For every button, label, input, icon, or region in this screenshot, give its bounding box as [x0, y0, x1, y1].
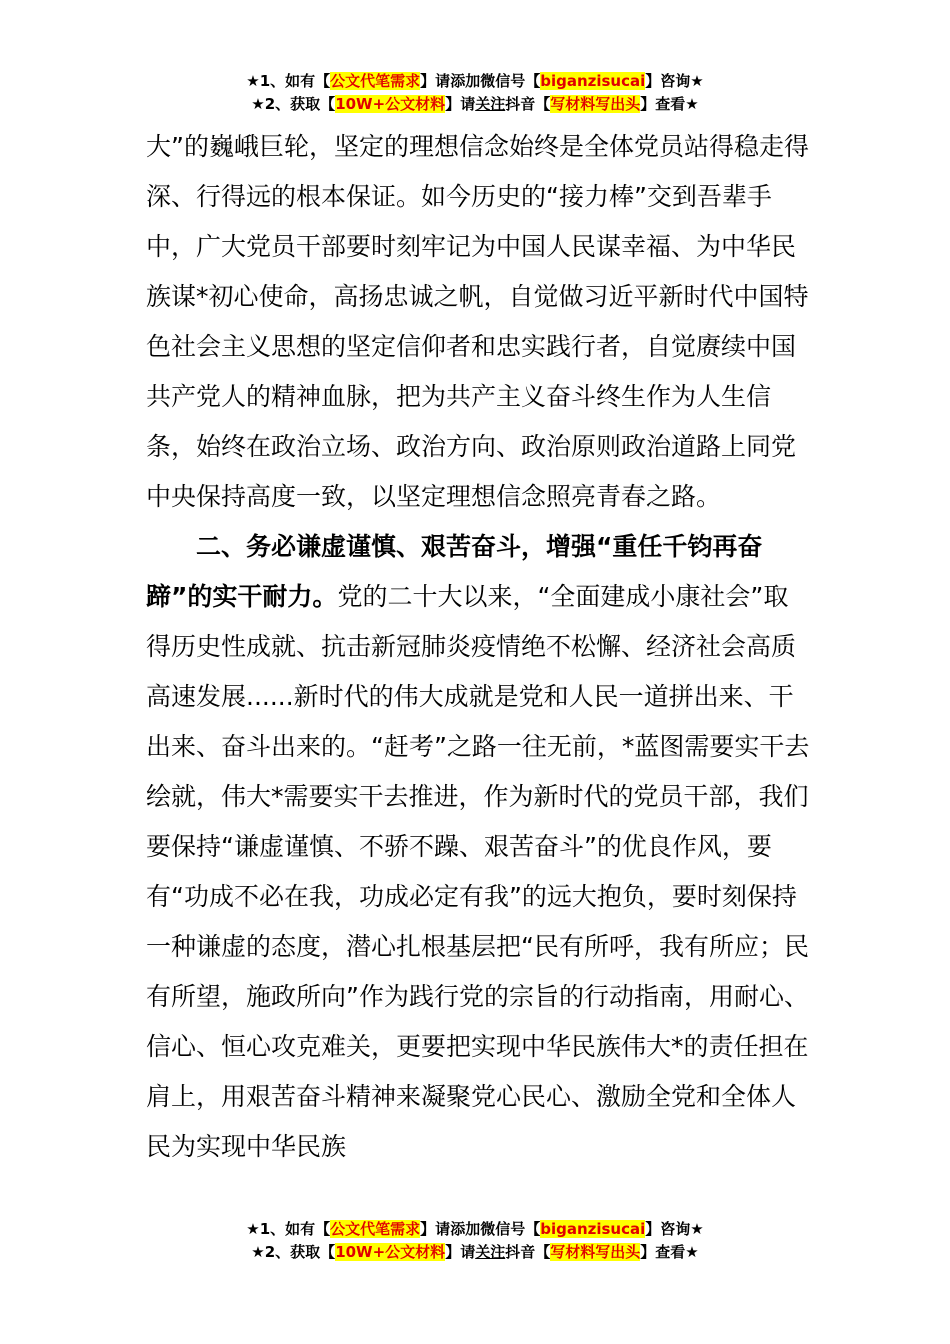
banner-emphasis: 添加 [450, 1220, 481, 1238]
banner-text: 抖音【 [505, 1243, 551, 1261]
banner-line-1 [0, 70, 950, 93]
banner-text: 微信号【 [480, 1220, 541, 1238]
banner-emphasis: 添加 [450, 72, 481, 90]
paragraph-2 [146, 522, 810, 1172]
banner-line-1 [0, 1218, 950, 1241]
banner-text: 】咨询★ [645, 1220, 704, 1238]
highlight-wechat-id: biganzisucai [540, 1220, 646, 1238]
banner-text: 】查看★ [640, 95, 699, 113]
document-body [146, 122, 810, 1172]
banner-text: ★2、获取【 [251, 1243, 336, 1261]
banner-text: 】请 [420, 1220, 451, 1238]
banner-text: ★1、如有【 [246, 1220, 331, 1238]
highlight-douyin-id: 写材料写出头 [550, 1243, 641, 1261]
banner-text: 抖音【 [505, 95, 551, 113]
banner-line-2 [0, 93, 950, 116]
banner-text: ★1、如有【 [246, 72, 331, 90]
banner-text: 】咨询★ [645, 72, 704, 90]
banner-line-2 [0, 1241, 950, 1264]
banner-text: 微信号【 [480, 72, 541, 90]
banner-text: 】请 [445, 1243, 476, 1261]
banner-text: 】请 [420, 72, 451, 90]
footer-banner [0, 1218, 950, 1264]
banner-emphasis: 关注 [475, 1243, 506, 1261]
highlight-douyin-id: 写材料写出头 [550, 95, 641, 113]
highlight-materials: 10W+公文材料 [335, 1243, 446, 1261]
paragraph-2-text: 党的二十大以来，“全面建成小康社会”取得历史性成就、抗击新冠肺炎疫情绝不松懈、经济社会高质高速发展......新时代的伟大成就是党和人民一道拼出来、干出来、奋斗出来的。“赶考”之路一往无前，*蓝图需要实干去绘就，伟大*需要实干去推进，作为新时代的党员干部，我们要保持“谦虚谨慎、不骄不躁、艰苦奋斗”的优良作风，要有“功成不必在我，功成必定有我”的远大抱负，要时刻保持一种谦虚的态度，潜心扎根基层把“民有所呼，我有所应；民有所望，施政所向”作为践行党的宗旨的行动指南，用耐心、信心、恒心攻克难关，更要把实现中华民族伟大*的责任担在肩上，用艰苦奋斗精神来凝聚党心民心、激励全党和全体人民为实现中华民族 [146, 582, 810, 1161]
section-heading: 二、务必谦虚谨慎、艰苦奋斗，增强“重任千钧再奋蹄”的实干耐力。 [146, 532, 763, 611]
paragraph-1: 大”的巍峨巨轮，坚定的理想信念始终是全体党员站得稳走得深、行得远的根本保证。如今历史的“接力棒”交到吾辈手中，广大党员干部要时刻牢记为中国人民谋幸福、为中华民族谋*初心使命，高扬忠诚之帆，自觉做习近平新时代中国特色社会主义思想的坚定信仰者和忠实践行者，自觉赓续中国共产党人的精神血脉，把为共产主义奋斗终生作为人生信条，始终在政治立场、政治方向、政治原则政治道路上同党中央保持高度一致，以坚定理想信念照亮青春之路。 [146, 132, 809, 511]
banner-text: ★2、获取【 [251, 95, 336, 113]
highlight-materials: 10W+公文材料 [335, 95, 446, 113]
header-banner [0, 70, 950, 116]
banner-text: 】查看★ [640, 1243, 699, 1261]
highlight-service: 公文代笔需求 [330, 1220, 421, 1238]
highlight-wechat-id: biganzisucai [540, 72, 646, 90]
banner-emphasis: 关注 [475, 95, 506, 113]
highlight-service: 公文代笔需求 [330, 72, 421, 90]
banner-text: 】请 [445, 95, 476, 113]
